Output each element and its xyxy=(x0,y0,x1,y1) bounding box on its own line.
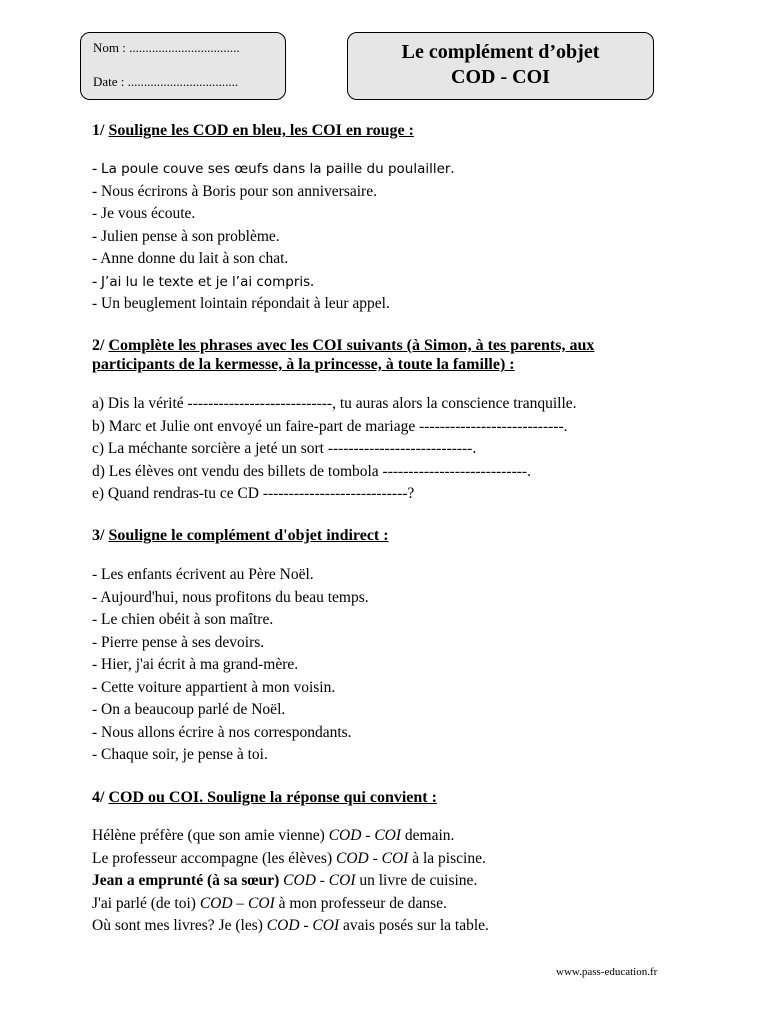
list-item: - La poule couve ses œufs dans la paille du poulailler. xyxy=(92,160,455,177)
list-item: - Hier, j'ai écrit à ma grand-mère. xyxy=(92,656,299,673)
footer-url[interactable]: www.pass-education.fr xyxy=(556,966,658,978)
exercise-2-heading xyxy=(92,336,594,374)
list-item: - On a beaucoup parlé de Noël. xyxy=(92,701,286,718)
cod-coi-choice[interactable]: COD - COI xyxy=(336,849,409,867)
list-item: a) Dis la vérité ----------------------------, tu auras alors la conscience tranquille. xyxy=(92,395,577,412)
exercise-1-list xyxy=(92,158,454,316)
exercise-4-number: 4/ xyxy=(92,789,105,806)
exercise-3-list xyxy=(92,564,369,767)
list-item: - Nous écrirons à Boris pour son anniversaire. xyxy=(92,182,377,200)
list-item: c) La méchante sorcière a jeté un sort ----------------------------. xyxy=(92,440,477,457)
cod-coi-choice[interactable]: COD - COI xyxy=(283,872,356,889)
list-item: Hélène préfère (que son amie vienne) COD - COI demain. xyxy=(92,827,455,844)
exercise-2-instruction-line2: participants de la kermesse, à la princesse, à toute la famille) : xyxy=(92,356,515,373)
cod-coi-choice[interactable]: COD - COI xyxy=(328,827,402,844)
exercise-3-heading xyxy=(92,527,389,545)
student-info-box xyxy=(80,32,286,100)
exercise-2-list xyxy=(92,393,577,506)
cod-coi-choice[interactable]: COD - COI xyxy=(266,917,340,934)
list-item: Où sont mes livres? Je (les) COD - COI avais posés sur la table. xyxy=(92,917,489,934)
list-item: - Aujourd'hui, nous profitons du beau temps. xyxy=(92,588,369,606)
page-title: Le complément d’objet xyxy=(401,41,600,63)
exercise-1-instruction: Souligne les COD en bleu, les COI en rouge : xyxy=(108,122,414,139)
page-subtitle: COD - COI xyxy=(451,66,550,88)
exercise-4-list xyxy=(92,825,489,938)
cod-coi-choice[interactable]: COD – COI xyxy=(199,894,275,912)
list-item: J'ai parlé (de toi) COD – COI à mon professeur de danse. xyxy=(92,894,447,912)
exercise-3-instruction: Souligne le complément d'objet indirect : xyxy=(108,527,389,544)
exercise-1-number: 1/ xyxy=(92,122,105,139)
list-item: - Cette voiture appartient à mon voisin. xyxy=(92,678,336,696)
list-item: - Pierre pense à ses devoirs. xyxy=(92,633,265,651)
list-item: - Le chien obéit à son maître. xyxy=(92,611,274,628)
exercise-3-number: 3/ xyxy=(92,527,105,544)
exercise-4-instruction: COD ou COI. Souligne la réponse qui convient : xyxy=(108,789,437,806)
list-item: - Chaque soir, je pense à toi. xyxy=(92,746,268,763)
exercise-4-heading xyxy=(92,789,437,807)
name-field[interactable]: Nom : .................................. xyxy=(93,40,240,55)
list-item: Le professeur accompagne (les élèves) COD - COI à la piscine. xyxy=(92,849,486,867)
exercise-1-heading xyxy=(92,122,414,140)
list-item: - Julien pense à son problème. xyxy=(92,227,280,245)
list-item: - Anne donne du lait à son chat. xyxy=(92,250,289,267)
list-item: - Nous allons écrire à nos correspondants. xyxy=(92,723,352,741)
list-item: - Un beuglement lointain répondait à leur appel. xyxy=(92,295,390,312)
title-box xyxy=(347,32,654,100)
list-item: - Je vous écoute. xyxy=(92,205,196,222)
exercise-2-instruction-line1: Complète les phrases avec les COI suivants (à Simon, à tes parents, aux xyxy=(108,337,595,354)
list-item: e) Quand rendras-tu ce CD ----------------------------? xyxy=(92,485,415,502)
list-item: b) Marc et Julie ont envoyé un faire-part de mariage ----------------------------. xyxy=(92,417,568,435)
list-item: d) Les élèves ont vendu des billets de tombola ----------------------------. xyxy=(92,462,531,480)
list-item: - Les enfants écrivent au Père Noël. xyxy=(92,566,314,583)
date-field[interactable]: Date : .................................. xyxy=(93,74,239,89)
list-item: - J’ai lu le texte et je l’ai compris. xyxy=(92,272,315,290)
exercise-2-number: 2/ xyxy=(92,337,105,354)
list-item: Jean a emprunté (à sa sœur) COD - COI un livre de cuisine. xyxy=(92,872,478,889)
